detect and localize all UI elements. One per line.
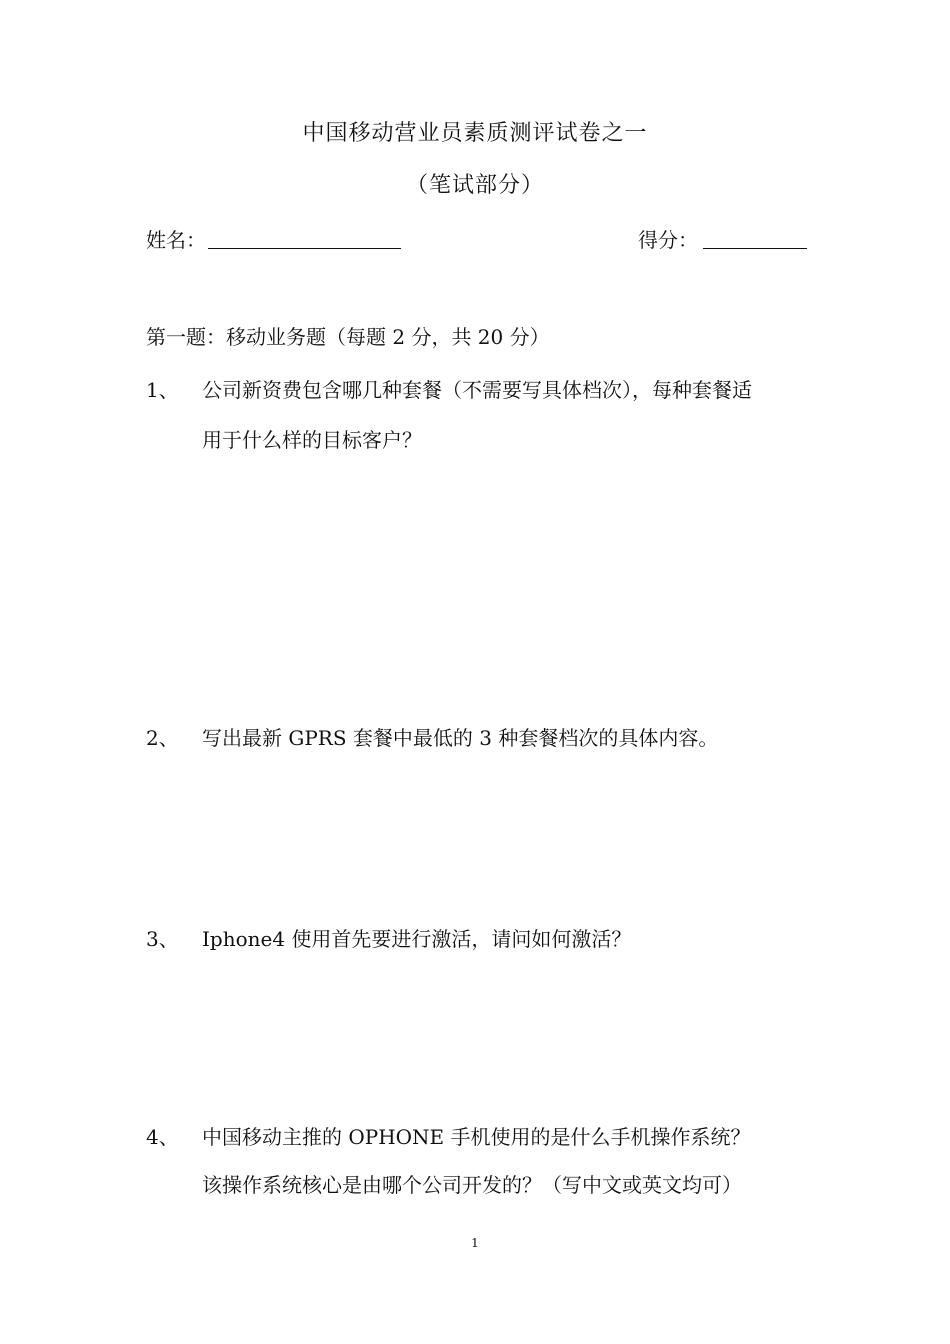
question-4-line-1: 中国移动主推的 OPHONE 手机使用的是什么手机操作系统？ — [202, 1125, 751, 1149]
question-4-line-2: 该操作系统核心是由哪个公司开发的？（写中文或英文均可） — [202, 1173, 742, 1197]
question-1-line-1: 公司新资费包含哪几种套餐（不需要写具体档次），每种套餐适 — [202, 378, 752, 402]
question-3-line-1: Iphone4 使用首先要进行激活，请问如何激活？ — [202, 927, 632, 951]
question-3-number: 3、 — [146, 927, 179, 951]
question-2-line-1: 写出最新 GPRS 套餐中最低的 3 种套餐档次的具体内容。 — [202, 726, 719, 750]
question-4-number: 4、 — [146, 1125, 179, 1149]
score-label: 得分： — [638, 228, 698, 252]
exam-subtitle: （笔试部分） — [405, 173, 544, 198]
question-1-number: 1、 — [146, 378, 179, 402]
question-1-line-2: 用于什么样的目标客户？ — [202, 428, 422, 452]
score-input-line[interactable] — [703, 248, 807, 249]
section-heading: 第一题：移动业务题（每题 2 分，共 20 分） — [146, 325, 550, 349]
name-label: 姓名： — [146, 228, 206, 252]
exam-title: 中国移动营业员素质测评试卷之一 — [302, 121, 648, 146]
question-2-number: 2、 — [146, 726, 179, 750]
name-input-line[interactable] — [208, 248, 401, 249]
page-number: 1 — [471, 1236, 479, 1250]
